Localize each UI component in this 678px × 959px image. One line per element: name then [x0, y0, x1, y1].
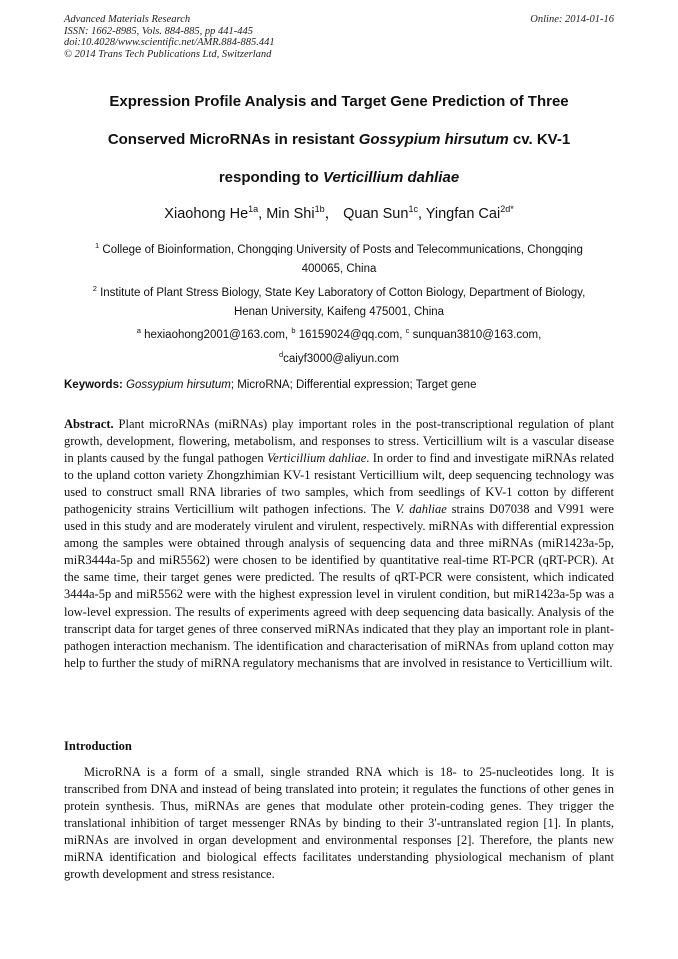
- keywords-label: Keywords:: [64, 379, 123, 391]
- author-sup: 1a: [248, 204, 259, 215]
- author-name: Quan Sun: [343, 206, 409, 222]
- title-line-1: Expression Profile Analysis and Target Gene Prediction of Three: [109, 93, 569, 110]
- email-sup: c: [405, 326, 410, 335]
- abstract-italic: V. dahliae: [395, 502, 447, 517]
- introduction-paragraph: MicroRNA is a form of a small, single stranded RNA which is 18- to 25-nucleotides long. It is transcribed from DNA and instead of being translated into protein; it regulates the functions of other genes in protein synthesis. Thus, miRNAs are genes that modulate other protein-coding genes. They trigger the translational inhibition of target messenger RNAs by binding to their 3'-untranslated region [1]. In plants, miRNAs are involved in organ development and environmental responses [2]. Therefore, the plants new miRNA identification and biological effects facilitates understanding physiological mechanism of plant growth development and stress resistance.: [64, 765, 614, 882]
- author: [343, 206, 426, 222]
- author-name: Yingfan Cai: [425, 206, 501, 222]
- email-link[interactable]: sunquan3810@163.com,: [412, 328, 542, 341]
- abstract: [64, 416, 614, 672]
- keyword-list: ; MicroRNA; Differential expression; Target gene: [230, 379, 477, 391]
- affiliation-sup: 2: [92, 284, 97, 293]
- title-pathogen: Verticillium dahliae: [323, 169, 460, 186]
- email-line: [64, 345, 614, 369]
- section-heading-introduction: Introduction: [64, 739, 132, 753]
- abstract-text: Plant microRNAs (miRNAs) play important roles in the post-transcriptional regulation of plant growth, development, flowering, metabolism, and responses to stress. Verticillium wilt is a vascular disease in plants caused by the fungal pathogen: [64, 417, 614, 466]
- title-line-3: [40, 168, 638, 206]
- email-link[interactable]: 16159024@qq.com,: [298, 328, 406, 341]
- email-sup: a: [136, 326, 141, 335]
- affiliation-line: [64, 236, 614, 260]
- email-sup: d: [278, 349, 284, 359]
- journal-name: Advanced Materials Research: [64, 14, 191, 25]
- title-text: cv. KV-1: [508, 131, 571, 148]
- affiliation-text: Institute of Plant Stress Biology, State Key Laboratory of Cotton Biology, Department of Biology,: [100, 286, 586, 299]
- paper-title: [40, 92, 638, 206]
- title-text: responding to: [218, 169, 323, 186]
- affiliation-text: 400065, China: [301, 262, 377, 275]
- author-name: Xiaohong He: [164, 206, 249, 222]
- title-text: Conserved MicroRNAs in resistant: [107, 131, 359, 148]
- abstract-text: . In order to find and investigate miRNAs related to the upland cotton variety Zhongzhimian KV-1 resistant Verticillium wilt, deep sequencing technology was used to construct small RNA libraries of two samples, which from seedlings of KV-1 cotton by different pathogenicity strains Verticillium wilt pathogen infections. The: [64, 451, 614, 517]
- abstract-text: strains D07038 and V991 were used in this study and are moderately virulent and virulent, respectively. miRNAs with differential expression among the samples were obtained through analysis of sequencing data and three miRNAs (miR1423a-5p, miR3444a-5p and miR5562) were chosen to be identified by quantitative real-time RT-PCR (qRT-PCR). At the same time, their target genes were predicted. The results of qRT-PCR were consistent, which indicated 3444a-5p and miR5562 were with the highest expression level in virulent condition, but miR1423a-5p was a low-level expression. The results of experiments agreed with deep sequencing data basically. Analysis of the transcript data for target genes of three conserved miRNAs indicated that they play an important role in plant-pathogen interaction mechanism. The identification and characterisation of miRNAs from upland cotton may help to further the study of miRNA regulatory mechanisms that are involved in resistance to Verticillium wilt.: [64, 502, 614, 670]
- email-list: [64, 321, 614, 369]
- abstract-italic: Verticillium dahliae: [267, 451, 367, 466]
- affiliation-1: [64, 236, 614, 279]
- affiliation-sup: 1: [95, 241, 100, 250]
- author-list: [0, 202, 678, 223]
- author-sep: ,: [417, 206, 426, 222]
- affiliation-text: Henan University, Kaifeng 475001, China: [233, 305, 445, 318]
- author-sup: 1c: [408, 204, 418, 215]
- keyword: Gossypium hirsutum: [126, 379, 231, 391]
- email-line: [64, 321, 614, 345]
- publication-info: [64, 14, 275, 60]
- author: [266, 206, 343, 222]
- author: [426, 206, 514, 222]
- title-species: Gossypium hirsutum: [358, 131, 509, 148]
- abstract-label: Abstract.: [64, 417, 114, 431]
- email-sup: b: [291, 326, 296, 335]
- title-line-2: [40, 130, 638, 168]
- issn-line: ISSN: 1662-8985, Vols. 884-885, pp 441-445: [64, 25, 253, 37]
- email-link[interactable]: caiyf3000@aliyun.com: [283, 352, 400, 365]
- author-sep: ,: [258, 206, 267, 222]
- online-date: Online: 2014-01-16: [530, 14, 614, 25]
- author-sep: ，: [324, 206, 344, 222]
- author-name: Min Shi: [266, 206, 315, 222]
- copyright-line: © 2014 Trans Tech Publications Ltd, Switzerland: [64, 48, 272, 60]
- author-sup: 2d*: [500, 204, 514, 215]
- author-sup: 1b: [314, 204, 325, 215]
- affiliation-text: College of Bioinformation, Chongqing University of Posts and Telecommunications, Chongqing: [102, 243, 583, 256]
- author: [164, 206, 266, 222]
- email-link[interactable]: hexiaohong2001@163.com,: [144, 328, 292, 341]
- keywords: [64, 379, 614, 391]
- doi-line: doi:10.4028/www.scientific.net/AMR.884-885.441: [64, 37, 275, 48]
- affiliation-line: [64, 279, 614, 303]
- affiliation-2: [64, 279, 614, 322]
